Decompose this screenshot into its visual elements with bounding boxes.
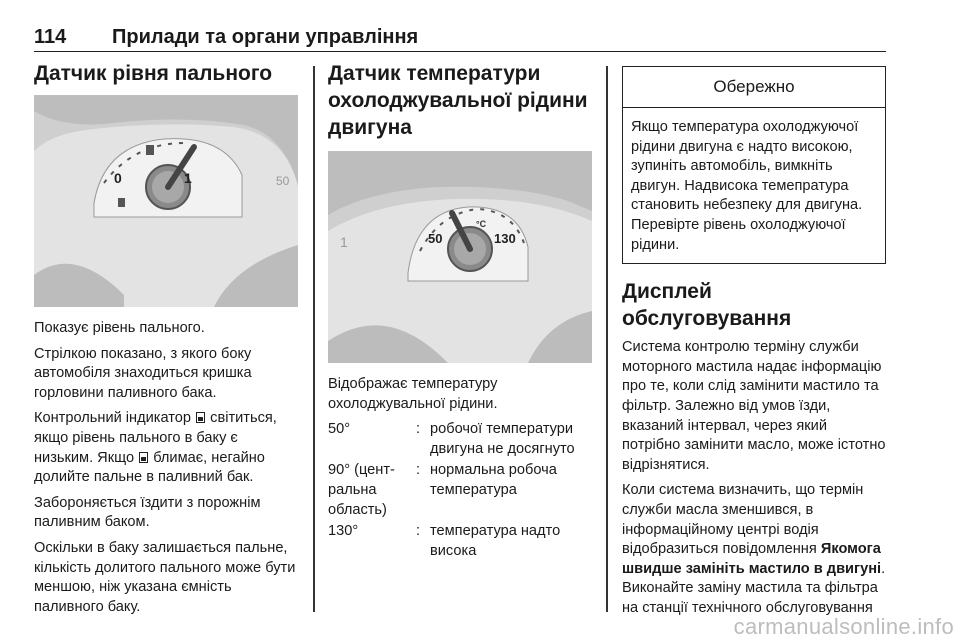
tachometer-label: 1 [340, 234, 348, 250]
coolant-gauge-illustration [328, 151, 592, 363]
service-para-2-c: . Виконайте заміну мастила та фільтра на станції технічного обслуговування [622, 560, 886, 616]
spec-value: температура надто висока [430, 523, 561, 559]
coolant-intro: Відображає температуру охолоджувальної рідини. [328, 376, 498, 412]
speedometer-label: 50 [276, 174, 290, 188]
fuel-para-2: Стрілкою показано, з якого боку автомобіля знаходиться кришка горловини паливного бака. [34, 345, 252, 401]
column-divider [606, 66, 608, 612]
service-para-2-a: Коли система визначить, що термін служби масла зменшився, в інформаційному центрі водія відобразиться повідомлення [622, 482, 864, 558]
page-number: 114 [34, 26, 67, 48]
fuel-gauge-label-low: 0 [114, 170, 122, 186]
spec-value: нормальна робоча температура [430, 462, 557, 498]
column-divider [313, 66, 315, 612]
section-title: Прилади та органи управління [112, 26, 419, 48]
page-header [34, 20, 886, 52]
spec-sep: : [416, 421, 421, 438]
service-para-2 [622, 481, 886, 618]
fuel-para-3-b: світиться, якщо рівень пального в баку є низьким. Якщо [34, 410, 277, 466]
fuel-para-4: Забороняється їздити з порожнім паливним баком. [34, 494, 261, 531]
service-message: Якомога швидше замініть мастило в двигуні [622, 541, 882, 577]
fuel-gauge-label-high: 1 [184, 170, 192, 186]
spec-key: 90° (цент- ральна область) [328, 462, 395, 518]
coolant-spec-table [328, 420, 592, 563]
spec-value: робочої температури двигуна не досягнуто [430, 421, 575, 457]
fuel-warning-icon [196, 412, 205, 423]
column-fuel-gauge [34, 60, 298, 623]
service-display-heading: Дисплей обслуговування [622, 280, 792, 331]
fuel-para-3-c: блимає, негайно долийте пальне в паливний бак. [34, 449, 265, 486]
caution-title: Обережно [623, 67, 885, 108]
fuel-para-3-a: Контрольний індикатор [34, 410, 192, 427]
caution-text: Якщо температура охолоджуючої рідини двигуна є надто високою, зупиніть автомобіль, вимкніть двигун. Надвисока темепратура становить небезпеку для двигуна. Перевірте рівень охолоджуючої рідини. [631, 119, 863, 253]
coolant-heading: Датчик температури охолоджувальної рідини двигуна [328, 62, 588, 139]
fuel-para-5: Оскільки в баку залишається пальне, кількість долитого пального може бути меншою, ніж указана ємність паливного баку. [34, 539, 296, 615]
column-service-display [622, 66, 886, 624]
spec-sep: : [416, 462, 421, 479]
fuel-gauge-heading: Датчик рівня пального [34, 62, 273, 85]
fuel-warning-icon [139, 452, 148, 463]
watermark: carmanualsonline.info [733, 614, 954, 639]
caution-box [622, 66, 886, 264]
fuel-gauge-illustration [34, 95, 298, 307]
spec-key: 130° [328, 523, 359, 540]
service-para-1: Система контролю терміну служби моторного мастила надає інформацію про те, коли слід замінити мастило та фільтр. Залежно від умов їзди, вказаний інтервал, через який потрібно замінити масло, може істотно відрізнятися. [622, 339, 886, 473]
fuel-para-1: Показує рівень пального. [34, 320, 205, 336]
spec-sep: : [416, 523, 421, 540]
fuel-para-3 [34, 409, 298, 487]
coolant-label-high: 130 [494, 231, 516, 246]
coolant-unit-label: °C [476, 219, 487, 229]
coolant-label-low: 50 [428, 231, 443, 246]
column-coolant-gauge [328, 60, 592, 563]
spec-key: 50° [328, 421, 351, 438]
